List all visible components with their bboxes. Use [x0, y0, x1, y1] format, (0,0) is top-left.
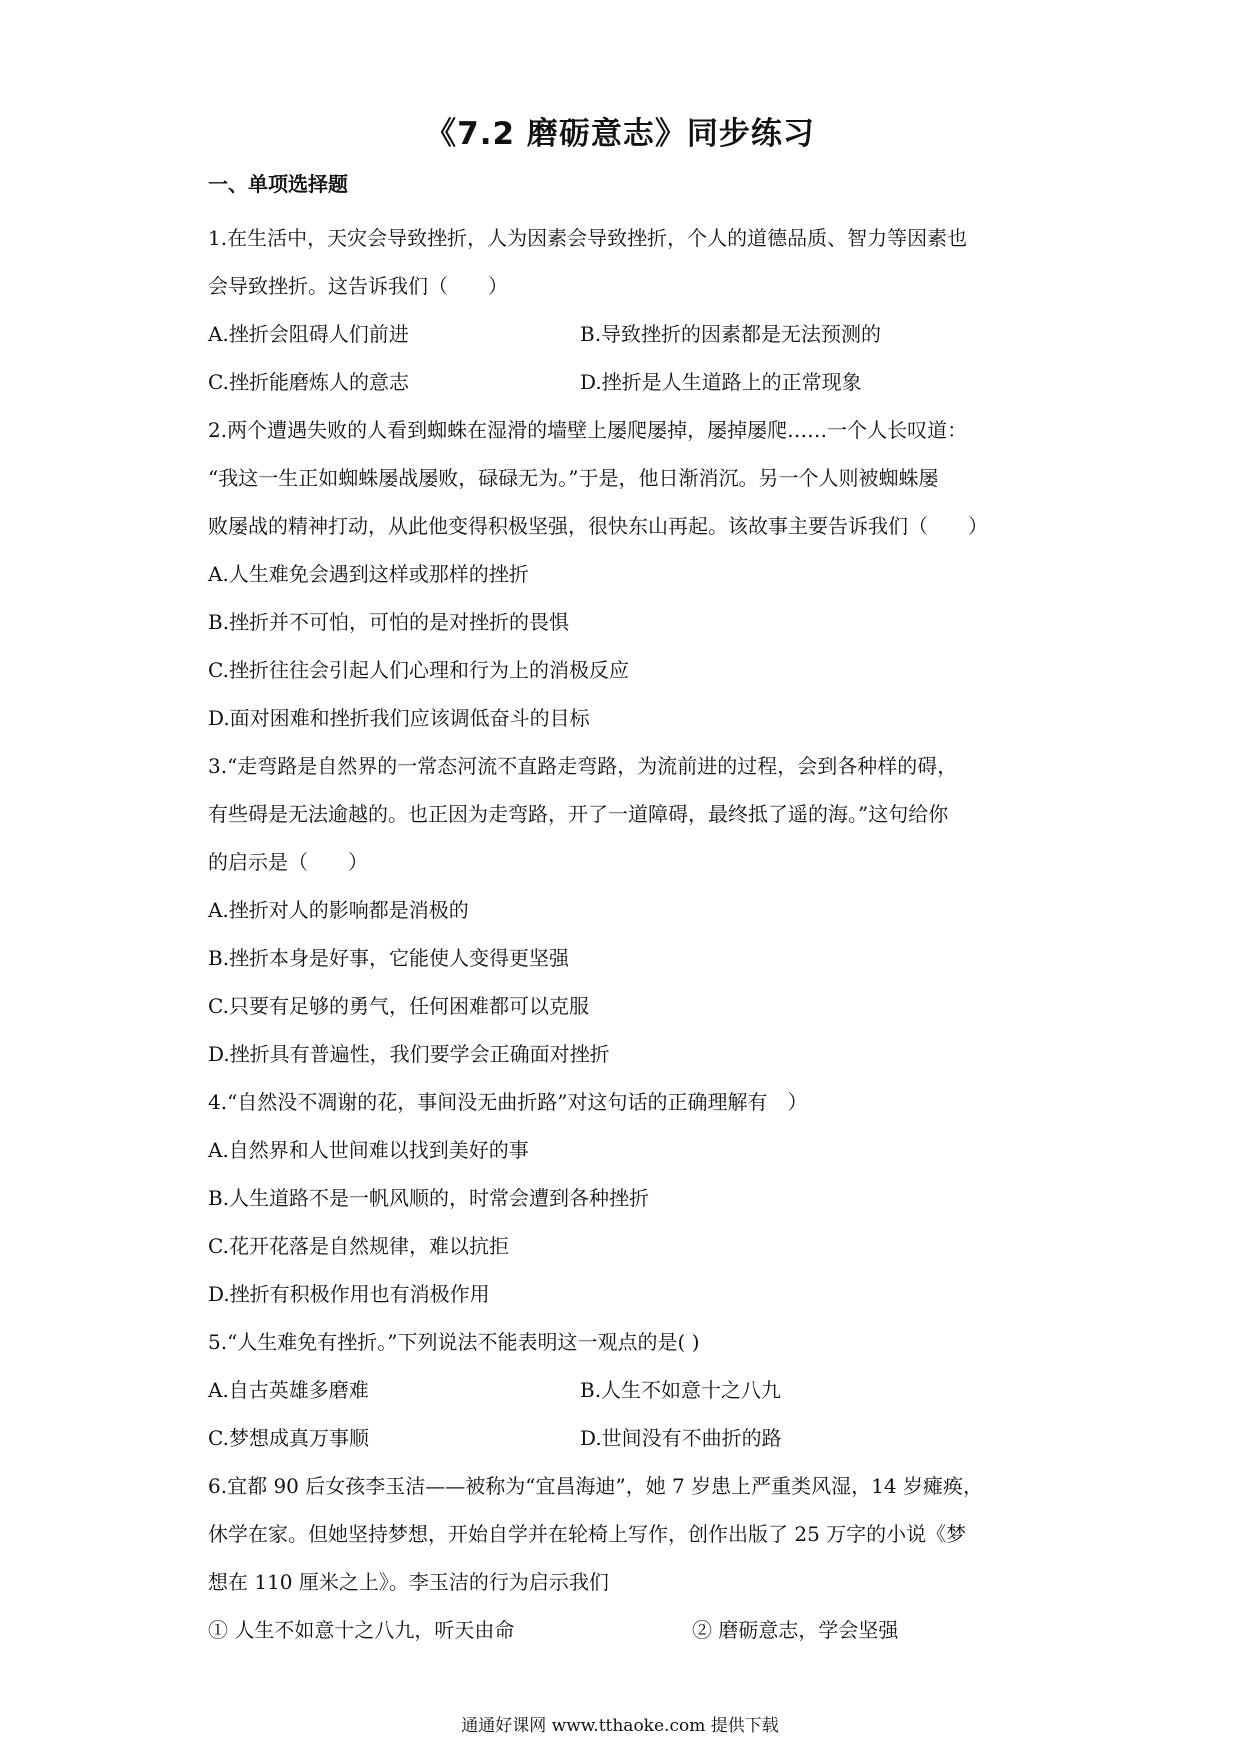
option-d: D.挫折是人生道路上的正常现象 [580, 370, 862, 394]
page-title: 《7.2 磨砺意志》同步练习 [425, 116, 815, 152]
option-b: B.挫折本身是好事，它能使人变得更坚强 [208, 946, 570, 970]
question-5-text: 5.“人生难免有挫折。”下列说法不能表明这一观点的是( ) [208, 1330, 700, 1354]
question-1-text: 1.在生活中，天灾会导致挫折，人为因素会导致挫折，个人的道德品质、智力等因素也 [208, 226, 968, 250]
question-6-text: 想在 110 厘米之上》。李玉洁的行为启示我们 [208, 1570, 609, 1594]
option-a: A.人生难免会遇到这样或那样的挫折 [208, 562, 529, 586]
option-d: D.面对困难和挫折我们应该调低奋斗的目标 [208, 706, 590, 730]
option-c: C.梦想成真万事顺 [208, 1426, 369, 1450]
option-c: C.花开花落是自然规律，难以抗拒 [208, 1234, 509, 1258]
question-4-text: 4.“自然没不凋谢的花，事间没无曲折路”对这句话的正确理解有 ） [208, 1090, 808, 1114]
question-3-text: 的启示是（ ） [208, 850, 368, 874]
question-3-text: 有些碍是无法逾越的。也正因为走弯路，开了一道障碍，最终抵了遥的海。”这句给你 [208, 802, 949, 826]
question-6-text: 6.宜都 90 后女孩李玉洁——被称为“宜昌海迪”，她 7 岁患上严重类风湿，14 岁瘫痪， [208, 1474, 983, 1498]
option-a: A.自然界和人世间难以找到美好的事 [208, 1138, 529, 1162]
option-a: A.挫折会阻碍人们前进 [208, 322, 409, 346]
question-2-text: 败屡战的精神打动，从此他变得积极坚强，很快东山再起。该故事主要告诉我们（ ） [208, 514, 988, 538]
option-c: C.只要有足够的勇气，任何困难都可以克服 [208, 994, 589, 1018]
question-1-text: 会导致挫折。这告诉我们（ ） [208, 274, 508, 298]
option-b: B.人生道路不是一帆风顺的，时常会遭到各种挫折 [208, 1186, 650, 1210]
option-d: D.世间没有不曲折的路 [580, 1426, 782, 1450]
question-2-text: “我这一生正如蜘蛛屡战屡败，碌碌无为。”于是，他日渐消沉。另一个人则被蜘蛛屡 [208, 466, 939, 490]
option-b: B.导致挫折的因素都是无法预测的 [580, 322, 882, 346]
question-2-text: 2.两个遭遇失败的人看到蜘蛛在湿滑的墙壁上屡爬屡掉，屡掉屡爬……一个人长叹道： [208, 418, 968, 442]
statement-2: ② 磨砺意志，学会坚强 [692, 1618, 899, 1642]
option-b: B.挫折并不可怕，可怕的是对挫折的畏惧 [208, 610, 570, 634]
page-footer: 通通好课网 www.tthaoke.com 提供下载 [461, 1716, 779, 1736]
option-c: C.挫折往往会引起人们心理和行为上的消极反应 [208, 658, 629, 682]
option-d: D.挫折有积极作用也有消极作用 [208, 1282, 490, 1306]
option-c: C.挫折能磨炼人的意志 [208, 370, 409, 394]
statement-1: ① 人生不如意十之八九，听天由命 [208, 1618, 515, 1642]
option-a: A.挫折对人的影响都是消极的 [208, 898, 469, 922]
option-d: D.挫折具有普遍性，我们要学会正确面对挫折 [208, 1042, 610, 1066]
option-b: B.人生不如意十之八九 [580, 1378, 782, 1402]
question-6-text: 休学在家。但她坚持梦想，开始自学并在轮椅上写作，创作出版了 25 万字的小说《梦 [208, 1522, 967, 1546]
question-3-text: 3.“走弯路是自然界的一常态河流不直路走弯路，为流前进的过程，会到各种样的碍， [208, 754, 958, 778]
option-a: A.自古英雄多磨难 [208, 1378, 369, 1402]
section-heading: 一、单项选择题 [208, 172, 348, 196]
